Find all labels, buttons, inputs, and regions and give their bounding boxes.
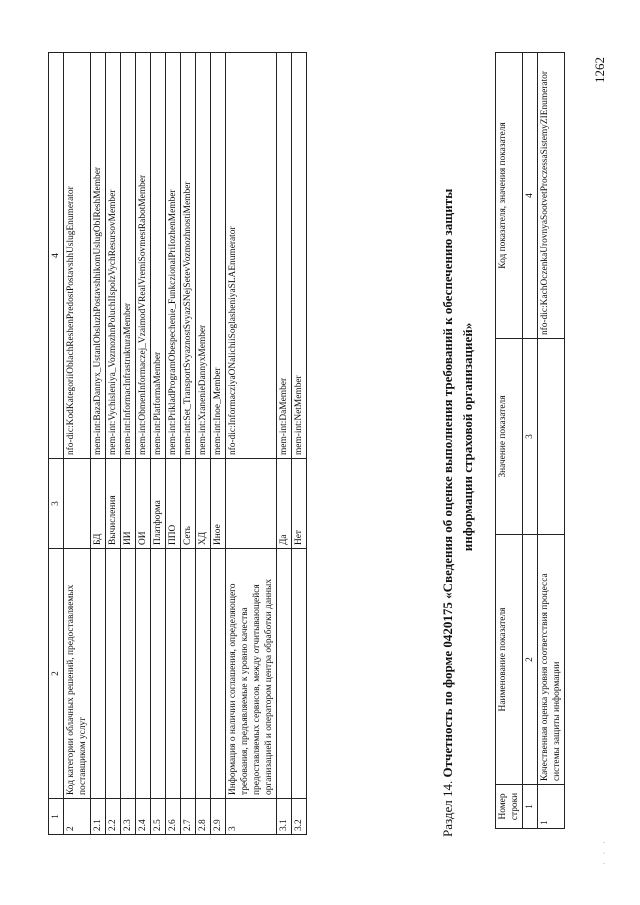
row-number: 3.2 [292, 799, 307, 835]
col-index: 3 [523, 339, 538, 535]
section-prefix: Раздел 14. [440, 780, 455, 837]
col-value-header: Значение показателя [496, 339, 523, 535]
indicator-value: ППО [166, 459, 181, 549]
col-index: 4 [523, 53, 538, 339]
row-number: 2.9 [211, 799, 226, 835]
section-title-line2: информации страховой организацией» [460, 322, 475, 552]
indicator-value: Да [277, 459, 292, 549]
table-row [106, 53, 121, 835]
indicator-value [226, 459, 277, 549]
row-number: 1 [538, 785, 565, 829]
row-number: 2.1 [91, 799, 106, 835]
indicator-name [196, 549, 211, 799]
indicator-name: Качественная оценка уровня соответствия процесса системы защиты информации [538, 535, 565, 785]
indicator-value: ХД [196, 459, 211, 549]
indicator-name [106, 549, 121, 799]
table-row [136, 53, 151, 835]
row-number: 2.3 [121, 799, 136, 835]
indicator-name: Информация о наличии соглашения, определяющего требования, предъявляемые к уровню качества предоставляемых сервисов, между отчитывающейся организацией и оператором центра обработки данных [226, 549, 277, 799]
row-number: 2.2 [106, 799, 121, 835]
indicator-name [91, 549, 106, 799]
indicator-code: nfo-dic:KodKategoriiOblachReshenPredostPostavshhUslugEnumerator [64, 53, 91, 459]
indicator-name [277, 549, 292, 799]
assessment-table [495, 52, 565, 829]
indicator-code: mem-int:XranenieDannyxMember [196, 53, 211, 459]
row-number: 2.7 [181, 799, 196, 835]
col-code-header: Код показателя, значения показателя [496, 53, 523, 339]
indicator-value: БД [91, 459, 106, 549]
indicator-name [211, 549, 226, 799]
indicator-value: Платформа [151, 459, 166, 549]
section-title-line1: Отчетность по форме 0420175 «Сведения об оценке выполнения требований к обеспечению защиты [440, 188, 455, 778]
indicator-code: mem-int:Vychisleniya_VozmozhnPoluchIIspolzVychResursovMember [106, 53, 121, 459]
indicator-code: mem-int:PlatformaMember [151, 53, 166, 459]
indicator-value [538, 339, 565, 535]
indicator-code: mem-int:ObmenInformaczej_VzaimodVRealVremiSovmestRabotMember [136, 53, 151, 459]
col-index: 1 [523, 785, 538, 829]
table-header-row [496, 53, 523, 829]
row-number: 2.4 [136, 799, 151, 835]
indicator-value: ОИ [136, 459, 151, 549]
row-number: 3 [226, 799, 277, 835]
table-row [121, 53, 136, 835]
table-header-row [49, 53, 64, 835]
col-num-header: Номер строки [496, 785, 523, 829]
row-number: 2.6 [166, 799, 181, 835]
table-row [538, 53, 565, 829]
indicator-value: Сеть [181, 459, 196, 549]
indicator-code: mem-int:InformacInfrastrukturaMember [121, 53, 136, 459]
indicator-code: mem-int:PrikladProgramObespechenie_FunkczionalPriIozhenMember [166, 53, 181, 459]
section-heading [438, 37, 478, 837]
col-num-header: 1 [49, 799, 64, 835]
col-name-header: Наименование показателя [496, 535, 523, 785]
row-number: 2 [64, 799, 91, 835]
col-name-header: 2 [49, 549, 64, 799]
table-row [292, 53, 307, 835]
indicator-code-table [48, 52, 307, 835]
table-row [196, 53, 211, 835]
indicator-code: mem-int:Inoe_Member [211, 53, 226, 459]
row-number: 2.5 [151, 799, 166, 835]
indicator-code: nfo-dic:KachOczenkaUrovnyaSootvetProczessaSistemyZIEnumerator [538, 53, 565, 339]
indicator-name [166, 549, 181, 799]
table-row [211, 53, 226, 835]
indicator-code: mem-int:Set_TransportSvyaznostSvyazSNejSetevVozmozhnostiMember [181, 53, 196, 459]
indicator-name [292, 549, 307, 799]
indicator-code: mem-int:DaMember [277, 53, 292, 459]
table-row [181, 53, 196, 835]
indicator-code: mem-int:NetMember [292, 53, 307, 459]
indicator-code: nfo-dic:InformacziyaONalichiiSoglasheniyaSLAEnumerator [226, 53, 277, 459]
col-code-header: 4 [49, 53, 64, 459]
margin-mark: · · · [600, 838, 609, 865]
indicator-name [136, 549, 151, 799]
indicator-name [181, 549, 196, 799]
table-row [166, 53, 181, 835]
indicator-name [121, 549, 136, 799]
indicator-name: Код категории облачных решений, предоставляемых поставщиком услуг [64, 549, 91, 799]
indicator-value: ИИ [121, 459, 136, 549]
indicator-code: mem-int:BazaDannyx_UstanlObsluzhPostavshhikomUslugObIReshMember [91, 53, 106, 459]
indicator-value: Иное [211, 459, 226, 549]
indicator-value [64, 459, 91, 549]
row-number: 3.1 [277, 799, 292, 835]
indicator-value: Нет [292, 459, 307, 549]
table-row [226, 53, 277, 835]
page-number: 1262 [592, 57, 607, 83]
indicator-value: Вычисления [106, 459, 121, 549]
table-row [64, 53, 91, 835]
col-index: 2 [523, 535, 538, 785]
row-number: 2.8 [196, 799, 211, 835]
indicator-name [151, 549, 166, 799]
table-row [151, 53, 166, 835]
column-number-row [523, 53, 538, 829]
col-value-header: 3 [49, 459, 64, 549]
table-row [91, 53, 106, 835]
table-row [277, 53, 292, 835]
